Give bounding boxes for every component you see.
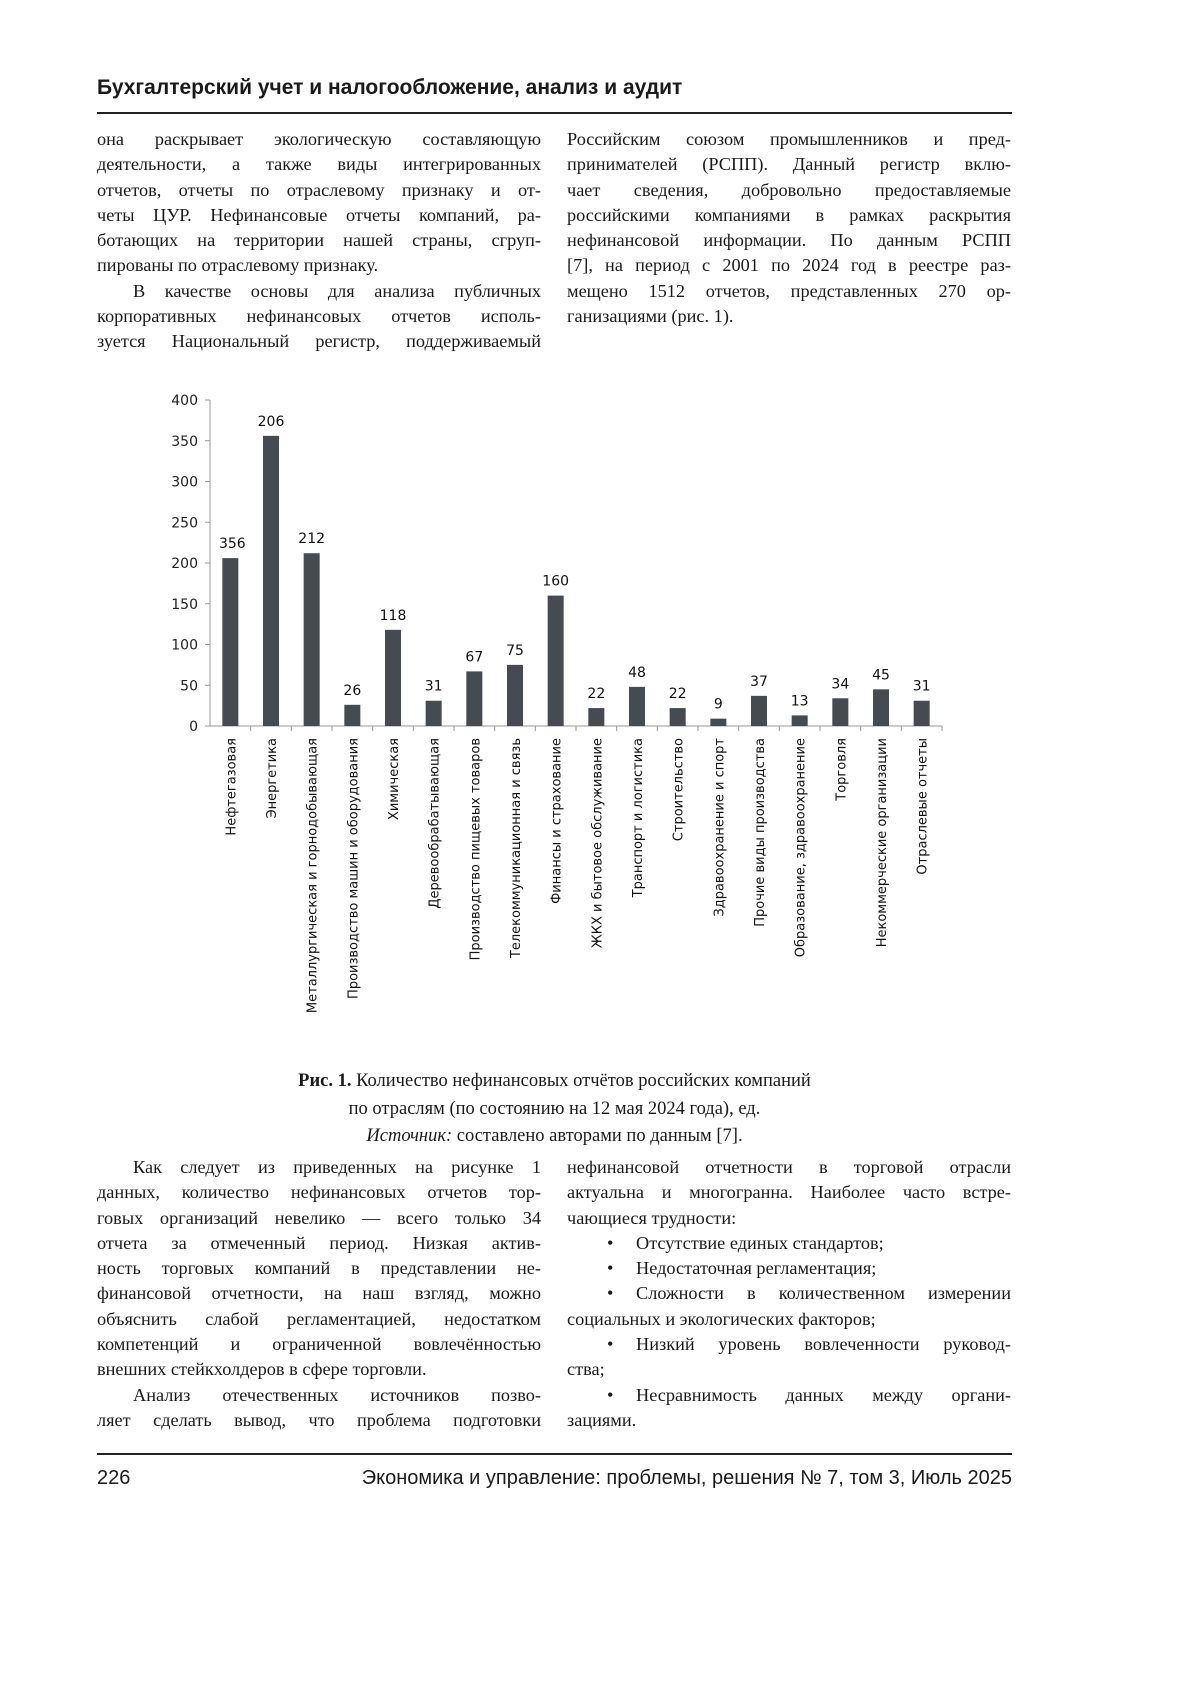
bar — [873, 689, 889, 726]
page-number: 226 — [97, 1467, 131, 1489]
data-label: 22 — [587, 686, 606, 703]
text-line: ства; — [567, 1359, 605, 1380]
text-line: она раскрывает экологическую составляющую — [97, 129, 541, 149]
journal-footer: Экономика и управление: проблемы, решения № 7, том 3, Июль 2025 — [361, 1467, 1012, 1489]
data-label: 9 — [713, 696, 723, 713]
y-tick-label: 100 — [171, 637, 198, 654]
text-line: финансовой отчетности, на наш взгляд, можно — [97, 1283, 541, 1304]
text-line: зациями. — [567, 1409, 637, 1430]
bar — [426, 701, 442, 726]
bullet-item: • Низкий уровень вовлеченности руковод- — [567, 1332, 1011, 1357]
data-label: 31 — [424, 678, 443, 695]
text-line: ботающих на территории нашей страны, сгруп- — [97, 230, 541, 251]
bar — [914, 701, 930, 726]
source-label: Источник: — [366, 1126, 453, 1146]
text-line: актуальна и многогранна. Наиболее часто встре- — [567, 1182, 1011, 1203]
text-line: Как следует из приведенных на рисунке 1 — [133, 1157, 541, 1177]
text-line: нефинансовой информации. По данным РСПП — [567, 230, 1011, 251]
data-label: 212 — [298, 531, 326, 548]
category-label: Финансы и страхование — [549, 738, 565, 904]
text-line: чает сведения, добровольно предоставляемые — [567, 179, 1011, 200]
text-line: Анализ отечественных источников позво- — [133, 1384, 541, 1405]
text-line: объяснить слабой регламентацией, недостатком — [97, 1308, 541, 1329]
text-line: В качестве основы для анализа публичных — [133, 280, 541, 301]
y-tick-label: 50 — [180, 678, 198, 695]
y-tick-label: 300 — [171, 474, 198, 491]
data-label: 160 — [542, 573, 570, 590]
text-line: ность торговых компаний в представлении не- — [97, 1258, 541, 1279]
category-label: Торговля — [834, 738, 850, 801]
data-label: 67 — [465, 649, 484, 666]
category-label: Образование, здравоохранение — [793, 738, 809, 958]
data-label: 118 — [379, 607, 407, 624]
bar — [385, 630, 401, 726]
text-line: зуется Национальный регистр, поддерживаемый — [97, 331, 541, 352]
source-text: составлено авторами по данным [7]. — [452, 1126, 743, 1146]
bar — [344, 705, 360, 726]
category-label: Отраслевые отчеты — [915, 738, 931, 875]
text-line: нефинансовой отчетности в торговой отрасли — [567, 1157, 1011, 1177]
category-label: Производство машин и оборудования — [346, 738, 362, 999]
data-label: 75 — [506, 642, 524, 659]
category-label: Здравоохранение и спорт — [712, 738, 728, 917]
bar — [629, 687, 645, 726]
data-label: 31 — [912, 678, 931, 695]
text-line: Российским союзом промышленников и пред- — [567, 129, 1011, 149]
caption-line-1: Количество нефинансовых отчётов российских компаний — [351, 1071, 811, 1091]
category-label: Транспорт и логистика — [631, 738, 646, 898]
text-line: [7], на период с 2001 по 2024 год в реестре раз- — [567, 255, 1011, 276]
bar — [466, 671, 482, 726]
category-label: Строительство — [671, 738, 687, 842]
text-line: принимателей (РСПП). Данный регистр вклю- — [567, 154, 1011, 175]
bar — [263, 436, 279, 726]
y-tick-label: 0 — [189, 719, 198, 735]
data-label: 22 — [668, 686, 687, 703]
text-line: четы ЦУР. Нефинансовые отчеты компаний, ра- — [97, 204, 541, 225]
bar — [710, 719, 726, 726]
data-label: 34 — [831, 676, 850, 693]
figure-caption — [97, 1068, 1012, 1151]
category-label: Нефтегазовая — [224, 738, 240, 836]
bar — [304, 553, 320, 726]
data-label: 48 — [628, 664, 646, 681]
text-column-bottom-left — [97, 1155, 541, 1433]
category-label: Прочие виды производства — [753, 738, 768, 927]
y-tick-label: 400 — [171, 393, 198, 409]
data-label: 26 — [343, 682, 362, 699]
text-line: ганизациями (рис. 1). — [567, 306, 734, 327]
bullet-item: • Сложности в количественном измерении — [567, 1281, 1011, 1306]
bar — [670, 708, 686, 726]
category-label: Энергетика — [265, 738, 280, 819]
text-line: пированы по отраслевому признаку. — [97, 255, 379, 276]
data-label: 13 — [790, 693, 809, 710]
text-column-bottom-right — [567, 1155, 1011, 1433]
text-line: говых организаций невелико — всего только 34 — [97, 1207, 541, 1228]
text-line: социальных и экологических факторов; — [567, 1308, 876, 1329]
bullet-item: • Несравнимость данных между органи- — [567, 1383, 1011, 1408]
text-line: ляет сделать вывод, что проблема подготовки — [97, 1409, 541, 1430]
bar — [832, 698, 848, 726]
category-label: Производство пищевых товаров — [468, 738, 484, 961]
y-tick-label: 200 — [171, 556, 198, 572]
text-line: деятельности, а также виды интегрированных — [97, 154, 541, 175]
category-label: Металлургическая и горнодобывающая — [305, 738, 321, 1014]
caption-line-2: по отраслям (по состоянию на 12 мая 2024 года), ед. — [348, 1098, 761, 1119]
category-label: ЖКХ и бытовое обслуживание — [590, 738, 606, 949]
journal-section-header: Бухгалтерский учет и налогообложение, анализ и аудит — [97, 76, 683, 99]
text-line: компетенций и ограниченной вовлечённостью — [97, 1334, 541, 1355]
text-line: внешних стейкхолдеров в сфере торговли. — [97, 1359, 427, 1380]
text-line: отчета за отмеченный период. Низкая актив- — [97, 1232, 541, 1253]
y-tick-label: 250 — [171, 515, 198, 532]
bar — [792, 715, 808, 726]
text-line: данных, количество нефинансовых отчетов тор- — [97, 1182, 541, 1203]
bar — [222, 558, 238, 726]
category-label: Деревообрабатывающая — [427, 738, 443, 909]
category-label: Телекоммуникационная и связь — [509, 738, 524, 959]
data-label: 37 — [750, 673, 768, 690]
text-line: корпоративных нефинансовых отчетов исполь- — [97, 306, 541, 327]
bar — [588, 708, 604, 726]
bullet-item: • Отсутствие единых стандартов; — [567, 1231, 1011, 1256]
text-line: российскими компаниями в рамках раскрытия — [567, 204, 1011, 225]
text-line: чающиеся трудности: — [567, 1207, 737, 1228]
data-label: 356 — [218, 536, 246, 553]
y-tick-label: 150 — [171, 596, 198, 613]
bullet-item: • Недостаточная регламентация; — [567, 1256, 1011, 1281]
data-label: 45 — [872, 667, 890, 684]
footer-rule — [97, 1453, 1012, 1455]
bar — [507, 665, 523, 726]
category-label: Химическая — [387, 738, 402, 821]
bar — [548, 596, 564, 726]
category-label: Некоммерческие организации — [875, 738, 890, 948]
bar — [751, 696, 767, 726]
text-line: мещено 1512 отчетов, представленных 270 ор- — [567, 280, 1011, 301]
data-label: 206 — [257, 413, 285, 430]
y-tick-label: 350 — [171, 433, 198, 450]
text-line: отчетов, отчеты по отраслевому признаку и от- — [97, 179, 541, 200]
figure-label: Рис. 1. — [298, 1071, 352, 1091]
